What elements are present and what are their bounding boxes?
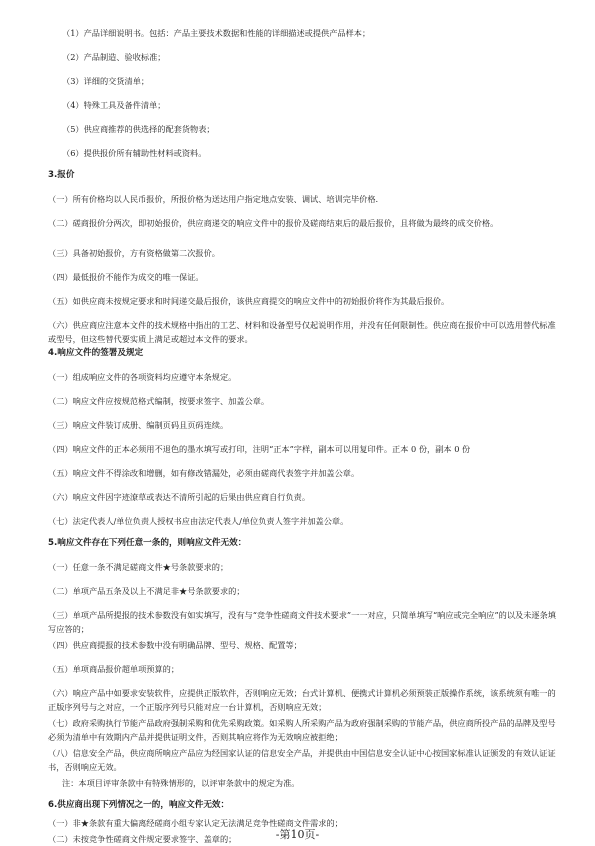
paragraph: （二）磋商报价分两次，即初始报价，供应商递交的响应文件中的报价及磋商结束后的最后报价，且将做为最终的成交价格。 [48,218,499,228]
paragraph: （五）单项商品报价超单项预算的； [48,664,180,674]
paragraph: （三）单项产品所提报的技术参数没有如实填写，没有与“竞争性磋商文件技术要求”一一对应，只简单填写“响应或完全响应”的以及未逐条填写应答的； [48,610,556,634]
paragraph: （三）响应文件装订成册、编制页码且页码连续。 [48,420,229,430]
paragraph: （三）具备初始报价，方有资格做第二次报价。 [48,248,220,258]
section-heading-invalid: 5.响应文件存在下列任意一条的，则响应文件无效： [48,538,247,548]
page-number: -第10页- [275,828,320,841]
paragraph: （四）供应商提报的技术参数中没有明确品牌、型号、规格、配置等； [48,640,302,650]
paragraph: （六）响应文件因字迹潦草或表达不清所引起的后果由供应商自行负责。 [48,492,311,502]
paragraph: （七）法定代表人/单位负责人授权书应由法定代表人/单位负责人签字并加盖公章。 [48,516,349,526]
paragraph: （二）响应文件应按规范格式编制，按要求签字、加盖公章。 [48,396,270,406]
list-item: （6）提供报价所有辅助性材料或资料。 [62,148,207,158]
paragraph: （二）未按竞争性磋商文件规定要求签字、盖章的； [48,834,237,844]
paragraph: （一）任意一条不满足磋商文件★号条款要求的； [48,562,229,572]
paragraph: （五）如供应商未按规定要求和时间递交最后报价，该供应商提交的响应文件中的初始报价将作为其最后报价。 [48,296,450,306]
paragraph: （一）所有价格均以人民币报价，所报价格为送达用户指定地点安装、调试、培训完毕价格. [48,194,379,204]
section-heading-quote: 3.报价 [48,170,75,180]
paragraph: （六）响应产品中如要求安装软件，应提供正版软件，否则响应无效；台式计算机、便携式计算机必须预装正版操作系统，该系统须有唯一的正版序列号与之对应，一个正版序列号只能对应一台计算机，否则响应无效； [48,688,556,712]
paragraph: （四）响应文件的正本必须用不退色的墨水填写或打印，注明“正本”字样，副本可以用复印件。正本 0 份，副本 0 份 [48,444,471,454]
paragraph: （四）最低报价不能作为成交的唯一保证。 [48,272,204,282]
paragraph: （八）信息安全产品，供应商所响应产品应为经国家认证的信息安全产品，并提供由中国信息安全认证中心按国家标准认证颁发的有效认证证书，否则响应无效。 [48,748,556,772]
paragraph: （一）组成响应文件的各项资料均应遵守本条规定。 [48,372,237,382]
paragraph: （五）响应文件不得涂改和增删，如有修改错漏处，必须由磋商代表签字并加盖公章。 [48,468,360,478]
note: 注：本项目评审条款中有特殊情形的，以评审条款中的规定为准。 [62,778,300,788]
paragraph: （六）供应商应注意本文件的技术规格中指出的工艺、材料和设备型号仅起说明作用，并没有任何限制性。供应商在报价中可以选用替代标准或型号，但这些替代要实质上满足或超过本文件的要求。 [48,320,556,344]
list-item: （5）供应商推荐的供选择的配套货物表； [62,124,215,134]
paragraph: （一）非★条款有重大偏离经磋商小组专家认定无法满足竞争性磋商文件需求的； [48,818,343,828]
list-item: （1）产品详细说明书。包括：产品主要技术数据和性能的详细描述或提供产品样本； [62,28,371,38]
paragraph: （二）单项产品五条及以上不满足非★号条款要求的； [48,586,245,596]
section-heading-signing: 4.响应文件的签署及规定 [48,348,144,358]
list-item: （3）详细的交货清单； [62,76,150,86]
paragraph: （七）政府采购执行节能产品政府强制采购和优先采购政策。如采购人所采购产品为政府强制采购的节能产品，供应商所投产品的品牌及型号必须为清单中有效期内产品并提供证明文件，否则其响应将作为无效响应被拒绝； [48,718,556,742]
list-item: （4）特殊工具及备件清单； [62,100,166,110]
section-heading-supplier-invalid: 6.供应商出现下列情况之一的，响应文件无效： [48,800,230,810]
list-item: （2）产品制造、验收标准； [62,52,166,62]
